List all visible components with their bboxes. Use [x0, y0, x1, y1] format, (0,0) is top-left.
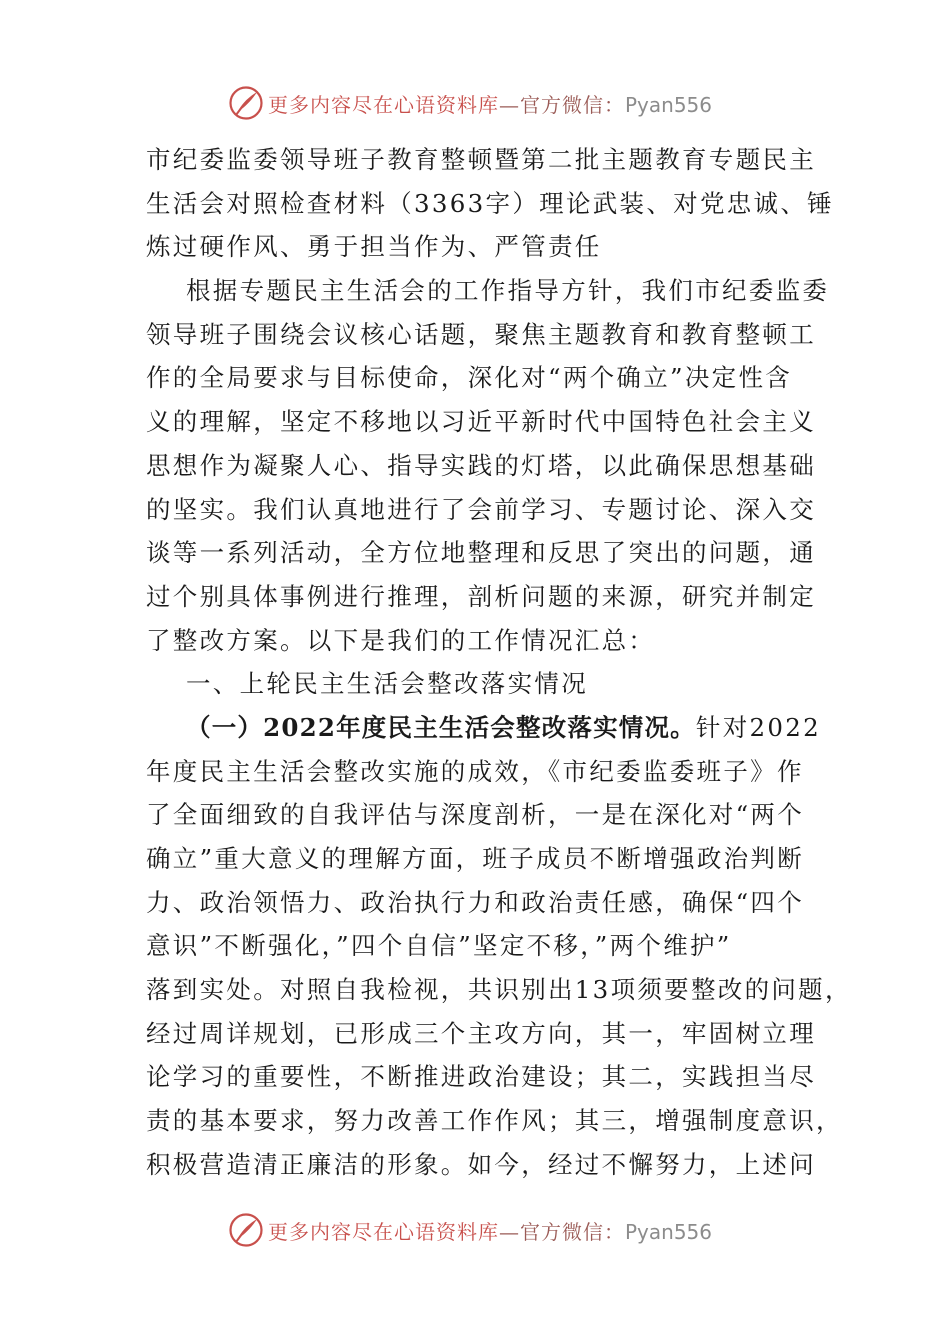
paragraph-line: 意识”不断强化，”四个自信”坚定不移，”两个维护” [146, 931, 732, 961]
subsection-text: 针对2022 [695, 712, 822, 742]
title-line-3: 炼过硬作风、勇于担当作为、严管责任 [146, 232, 602, 262]
watermark-banner-top [228, 83, 748, 123]
subsection-line [146, 706, 822, 750]
paragraph-line: 了整改方案。以下是我们的工作情况汇总： [146, 625, 656, 655]
paragraph-line: 年度民主生活会整改实施的成效，《市纪委监委班子》作 [146, 756, 804, 786]
paragraph-line: 积极营造清正廉洁的形象。如今，经过不懈努力，上述问 [146, 1149, 816, 1179]
document-body [146, 138, 852, 1187]
title-line-1: 市纪委监委领导班子教育整顿暨第二批主题教育专题民主 [146, 145, 816, 174]
subsection-heading: （一）2022年度民主生活会整改落实情况。 [186, 712, 696, 742]
paragraph-line: 责的基本要求，努力改善工作作风；其三，增强制度意识， [146, 1106, 843, 1136]
watermark-text: 更多内容尽在心语资料库—官方微信：Pyan556 [268, 1219, 713, 1244]
paragraph-line: 义的理解，坚定不移地以习近平新时代中国特色社会主义 [146, 407, 816, 437]
quill-logo-icon [228, 1212, 264, 1248]
paragraph-line: 落到实处。对照自我检视，共识别出13项须要整改的问题， [146, 975, 852, 1005]
title-line-2: 生活会对照检查材料（3363字）理论武装、对党忠诚、锤 [146, 188, 834, 218]
paragraph-line: 根据专题民主生活会的工作指导方针，我们市纪委监委 [186, 276, 830, 306]
paragraph-line: 了全面细致的自我评估与深度剖析，一是在深化对“两个 [146, 800, 805, 830]
watermark-text: 更多内容尽在心语资料库—官方微信：Pyan556 [268, 92, 713, 117]
quill-logo-icon [228, 85, 264, 121]
paragraph-line: 思想作为凝聚人心、指导实践的灯塔，以此确保思想基础 [146, 450, 816, 480]
watermark-banner-bottom [228, 1210, 748, 1250]
paragraph-line: 的坚实。我们认真地进行了会前学习、专题讨论、深入交 [146, 494, 816, 524]
paragraph-line: 领导班子围绕会议核心话题，聚焦主题教育和教育整顿工 [146, 319, 816, 349]
paragraph-line: 过个别具体事例进行推理，剖析问题的来源，研究并制定 [146, 581, 816, 611]
paragraph-line: 力、政治领悟力、政治执行力和政治责任感，确保“四个 [146, 887, 805, 917]
paragraph-line: 谈等一系列活动，全方位地整理和反思了突出的问题，通 [146, 538, 816, 568]
paragraph-line: 经过周详规划，已形成三个主攻方向，其一，牢固树立理 [146, 1018, 816, 1048]
section-heading: 一、上轮民主生活会整改落实情况 [186, 669, 588, 699]
paragraph-line: 论学习的重要性，不断推进政治建设；其二，实践担当尽 [146, 1062, 816, 1092]
paragraph-line: 作的全局要求与目标使命，深化对“两个确立”决定性含 [146, 363, 793, 393]
paragraph-line: 确立”重大意义的理解方面，班子成员不断增强政治判断 [146, 844, 805, 873]
